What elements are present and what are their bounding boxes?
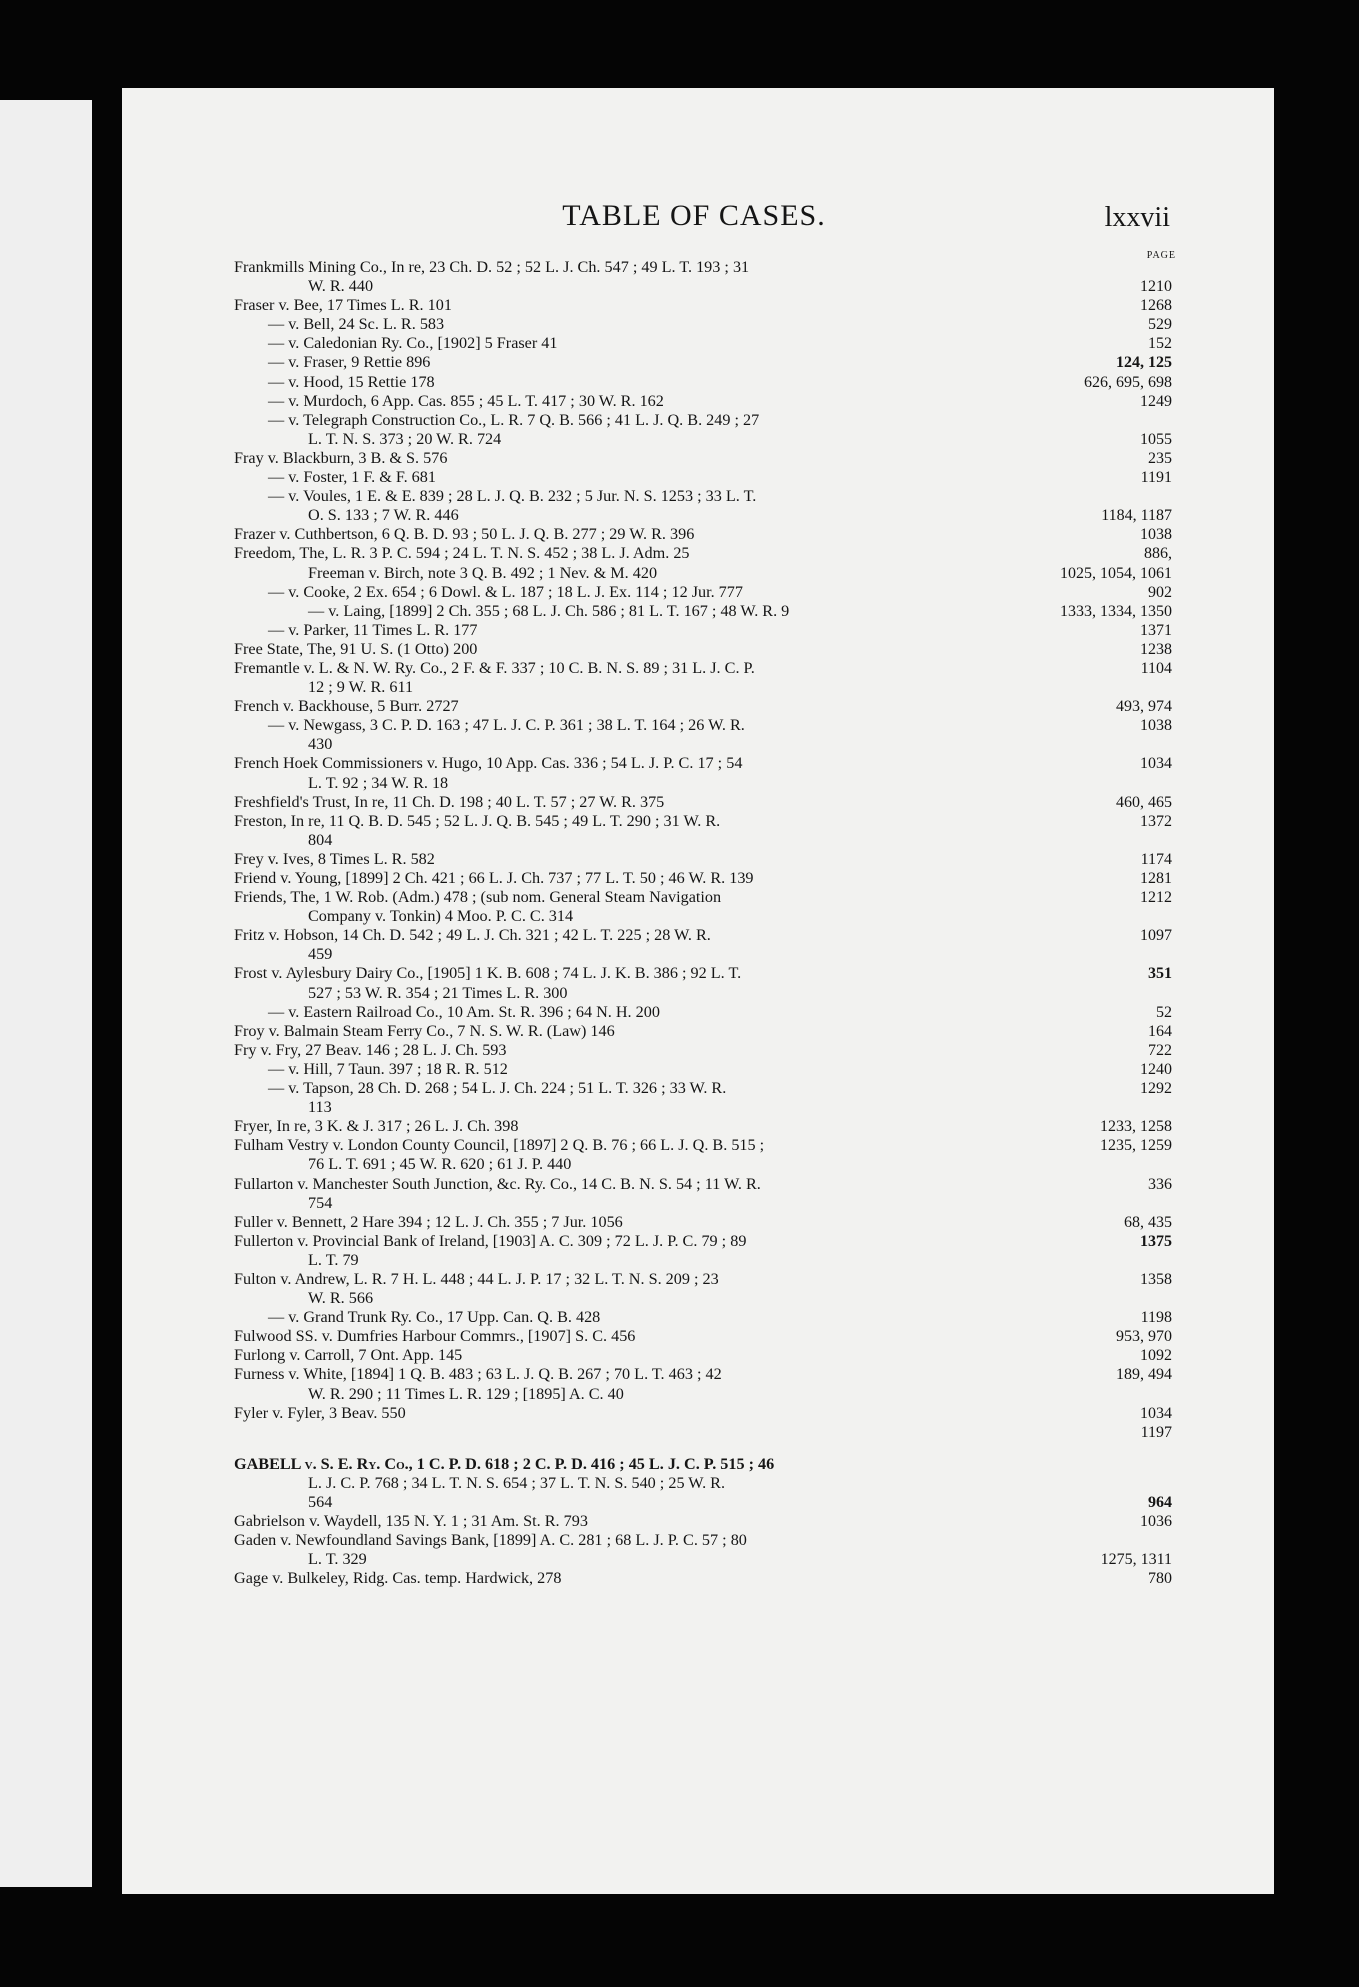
case-citation: GABELL v. S. E. Ry. Co., 1 C. P. D. 618 ; 2 C. P. D. 416 ; 45 L. J. C. P. 515 ; 46 xyxy=(234,1454,775,1473)
case-entry xyxy=(234,372,1172,392)
page-reference: 1097 xyxy=(1140,927,1172,945)
case-entry xyxy=(234,1231,1172,1270)
adjacent-page-sliver xyxy=(0,100,92,1887)
page-reference: 1358 xyxy=(1140,1270,1172,1288)
case-citation: Freedom, The, L. R. 3 P. C. 594 ; 24 L. T. N. S. 452 ; 38 L. J. Adm. 25 xyxy=(234,544,690,563)
page-reference: 1036 xyxy=(1140,1513,1172,1530)
page-reference: 722 xyxy=(1148,1041,1172,1059)
case-entry xyxy=(234,544,1172,563)
page-reference: 336 xyxy=(1148,1175,1172,1193)
case-citation: Frey v. Ives, 8 Times L. R. 582 xyxy=(234,849,435,868)
case-citation: Frazer v. Cuthbertson, 6 Q. B. D. 93 ; 50 L. J. Q. B. 277 ; 29 W. R. 396 xyxy=(234,525,695,544)
case-citation-continued: W. R. 290 ; 11 Times L. R. 129 ; [1895] A. C. 40 xyxy=(308,1384,624,1403)
page-reference: 164 xyxy=(1148,1022,1172,1040)
case-citation: — v. Foster, 1 F. & F. 681 xyxy=(268,468,436,487)
case-citation-continued: W. R. 566 xyxy=(308,1289,374,1308)
case-entry xyxy=(234,468,1172,487)
page-content xyxy=(234,199,1176,1588)
case-citation: Gage v. Bulkeley, Ridg. Cas. temp. Hardwick, 278 xyxy=(234,1569,562,1588)
case-citation-continued: L. T. 329 xyxy=(308,1550,367,1569)
page-column-label: PAGE xyxy=(1146,250,1176,261)
case-entry xyxy=(234,792,1172,812)
case-entry xyxy=(234,487,1172,525)
case-citation: — v. Hood, 15 Rettie 178 xyxy=(268,372,435,391)
page-reference: 235 xyxy=(1148,449,1172,467)
case-entry xyxy=(234,410,1172,449)
page-reference: 1174 xyxy=(1140,850,1172,868)
case-citation: — v. Parker, 11 Times L. R. 177 xyxy=(268,620,478,639)
page-reference: 902 xyxy=(1148,583,1172,601)
case-citation: Freshfield's Trust, In re, 11 Ch. D. 198 ; 40 L. T. 57 ; 27 W. R. 375 xyxy=(234,792,665,811)
page-reference: 1333, 1334, 1350 xyxy=(1060,602,1172,620)
case-citation: Fyler v. Fyler, 3 Beav. 550 xyxy=(234,1403,406,1422)
case-citation: Gaden v. Newfoundland Savings Bank, [1899] A. C. 281 ; 68 L. J. P. C. 57 ; 80 xyxy=(234,1531,747,1550)
case-citation: Furlong v. Carroll, 7 Ont. App. 145 xyxy=(234,1346,463,1365)
case-citation-continued: O. S. 133 ; 7 W. R. 446 xyxy=(308,506,459,525)
case-entry xyxy=(234,1040,1172,1060)
case-citation: Fullarton v. Manchester South Junction, &c. Ry. Co., 14 C. B. N. S. 54 ; 11 W. R. xyxy=(234,1174,761,1193)
page-reference: 1238 xyxy=(1140,640,1172,658)
case-citation-continued: L. T. 92 ; 34 W. R. 18 xyxy=(308,773,449,792)
page-reference: 1191 xyxy=(1140,469,1172,487)
case-entry xyxy=(234,1021,1172,1041)
case-citation-continued: 804 xyxy=(308,830,333,849)
case-entry xyxy=(234,754,1172,792)
case-citation-continued: — v. Laing, [1899] 2 Ch. 355 ; 68 L. J. Ch. 586 ; 81 L. T. 167 ; 48 W. R. 9 xyxy=(308,601,790,620)
case-entry xyxy=(234,964,1172,1002)
page-reference: 152 xyxy=(1148,335,1172,353)
case-entry xyxy=(234,1327,1172,1346)
page-reference: 886, xyxy=(1144,545,1172,563)
case-entry xyxy=(234,620,1172,640)
case-citation-continued: 527 ; 53 W. R. 354 ; 21 Times L. R. 300 xyxy=(308,983,568,1002)
page-reference: 1212 xyxy=(1140,889,1172,907)
case-entry xyxy=(234,582,1172,602)
case-citation: Fryer, In re, 3 K. & J. 317 ; 26 L. J. Ch. 398 xyxy=(234,1117,519,1136)
page-reference: 68, 435 xyxy=(1124,1213,1172,1231)
case-entry xyxy=(234,1002,1172,1022)
case-entry xyxy=(234,1079,1172,1117)
case-citation: — v. Grand Trunk Ry. Co., 17 Upp. Can. Q. B. 428 xyxy=(268,1308,601,1327)
case-citation: — v. Eastern Railroad Co., 10 Am. St. R. 396 ; 64 N. H. 200 xyxy=(268,1002,660,1021)
case-citation: Fritz v. Hobson, 14 Ch. D. 542 ; 49 L. J. Ch. 321 ; 42 L. T. 225 ; 28 W. R. xyxy=(234,926,711,945)
page-reference: 1038 xyxy=(1140,526,1172,544)
page-reference: 1184, 1187 xyxy=(1101,507,1172,525)
page-reference: 1249 xyxy=(1140,392,1172,410)
case-citation-continued: 76 L. T. 691 ; 45 W. R. 620 ; 61 J. P. 440 xyxy=(308,1155,572,1174)
case-entries xyxy=(234,258,1172,1588)
case-entry xyxy=(234,1117,1172,1136)
page-reference: 626, 695, 698 xyxy=(1084,373,1172,391)
page-title: TABLE OF CASES. xyxy=(562,199,826,232)
case-entry xyxy=(234,639,1172,659)
page-reference: 1198 xyxy=(1140,1309,1172,1327)
case-citation-continued: 754 xyxy=(308,1193,333,1212)
case-citation: — v. Voules, 1 E. & E. 839 ; 28 L. J. Q. B. 232 ; 5 Jur. N. S. 1253 ; 33 L. T. xyxy=(268,487,757,506)
case-citation-continued: L. J. C. P. 768 ; 34 L. T. N. S. 654 ; 37 L. T. N. S. 540 ; 25 W. R. xyxy=(308,1473,726,1492)
page-reference: 1275, 1311 xyxy=(1100,1551,1172,1569)
case-entry xyxy=(234,1346,1172,1365)
case-entry xyxy=(234,1174,1172,1213)
case-entry xyxy=(234,849,1172,869)
page-reference: 52 xyxy=(1156,1003,1172,1021)
page-reference: 1210 xyxy=(1140,278,1172,295)
case-citation: Freston, In re, 11 Q. B. D. 545 ; 52 L. J. Q. B. 545 ; 49 L. T. 290 ; 31 W. R. xyxy=(234,811,721,830)
case-entry xyxy=(234,926,1172,964)
page-number: lxxvii xyxy=(1104,202,1170,233)
page-reference: 189, 494 xyxy=(1116,1366,1172,1384)
case-citation-continued: 12 ; 9 W. R. 611 xyxy=(308,678,414,697)
case-citation: — v. Murdoch, 6 App. Cas. 855 ; 45 L. T. 417 ; 30 W. R. 162 xyxy=(268,391,664,410)
case-citation: Fulham Vestry v. London County Council, [1897] 2 Q. B. 76 ; 66 L. J. Q. B. 515 ; xyxy=(234,1136,765,1155)
case-entry xyxy=(234,1059,1172,1079)
case-citation: Friend v. Young, [1899] 2 Ch. 421 ; 66 L. J. Ch. 737 ; 77 L. T. 50 ; 46 W. R. 139 xyxy=(234,869,754,887)
case-entry xyxy=(234,1269,1172,1308)
case-entry xyxy=(234,1136,1172,1174)
case-citation: Froy v. Balmain Steam Ferry Co., 7 N. S. W. R. (Law) 146 xyxy=(234,1021,615,1040)
case-citation: Fry v. Fry, 27 Beav. 146 ; 28 L. J. Ch. 593 xyxy=(234,1040,507,1059)
case-entry xyxy=(234,1569,1172,1588)
page-reference: 460, 465 xyxy=(1116,793,1172,811)
case-citation: Fray v. Blackburn, 3 B. & S. 576 xyxy=(234,448,448,467)
case-citation: — v. Fraser, 9 Rettie 896 xyxy=(268,353,431,372)
page-reference: 1281 xyxy=(1140,870,1172,887)
case-citation: — v. Newgass, 3 C. P. D. 163 ; 47 L. J. C. P. 361 ; 38 L. T. 164 ; 26 W. R. xyxy=(268,716,745,735)
case-entry xyxy=(234,888,1172,926)
page-reference: 351 xyxy=(1148,965,1172,983)
case-citation: — v. Bell, 24 Sc. L. R. 583 xyxy=(268,315,445,334)
page-reference: 1025, 1054, 1061 xyxy=(1060,564,1172,582)
case-citation: Frankmills Mining Co., In re, 23 Ch. D. 52 ; 52 L. J. Ch. 547 ; 49 L. T. 193 ; 31 xyxy=(234,258,750,276)
case-citation-continued: 113 xyxy=(308,1098,332,1117)
page-reference: 1375 xyxy=(1140,1232,1172,1250)
case-entry xyxy=(234,563,1172,583)
case-entry xyxy=(234,258,1172,296)
page-header xyxy=(234,199,1170,246)
case-entry xyxy=(234,1212,1172,1232)
page-reference: 493, 974 xyxy=(1116,698,1172,716)
page-reference: 1038 xyxy=(1140,717,1172,735)
case-citation: Friends, The, 1 W. Rob. (Adm.) 478 ; (sub nom. General Steam Navigation xyxy=(234,888,722,907)
case-citation-continued: Freeman v. Birch, note 3 Q. B. 492 ; 1 Nev. & M. 420 xyxy=(308,563,658,582)
case-entry xyxy=(234,315,1172,334)
case-citation-continued: L. T. 79 xyxy=(308,1250,359,1269)
case-entry xyxy=(234,353,1172,372)
page-reference: 1197 xyxy=(1140,1423,1172,1441)
case-entry xyxy=(234,1512,1172,1531)
page-reference: 1235, 1259 xyxy=(1100,1137,1172,1155)
case-citation-continued: 459 xyxy=(308,945,333,964)
case-citation: Frost v. Aylesbury Dairy Co., [1905] 1 K. B. 608 ; 74 L. J. K. B. 386 ; 92 L. T. xyxy=(234,964,742,983)
case-citation: Gabrielson v. Waydell, 135 N. Y. 1 ; 31 Am. St. R. 793 xyxy=(234,1512,588,1530)
case-citation-continued: W. R. 440 xyxy=(308,277,374,296)
page-reference: 1268 xyxy=(1140,297,1172,315)
page-reference: 1104 xyxy=(1140,659,1172,677)
page-reference: 1240 xyxy=(1140,1060,1172,1078)
case-citation: French Hoek Commissioners v. Hugo, 10 App. Cas. 336 ; 54 L. J. P. C. 17 ; 54 xyxy=(234,754,743,773)
case-citation: — v. Hill, 7 Taun. 397 ; 18 R. R. 512 xyxy=(268,1059,508,1078)
case-citation: — v. Tapson, 28 Ch. D. 268 ; 54 L. J. Ch. 224 ; 51 L. T. 326 ; 33 W. R. xyxy=(268,1079,727,1098)
case-entry xyxy=(234,391,1172,411)
case-citation: Fulton v. Andrew, L. R. 7 H. L. 448 ; 44 L. J. P. 17 ; 32 L. T. N. S. 209 ; 23 xyxy=(234,1269,719,1288)
case-citation: Free State, The, 91 U. S. (1 Otto) 200 xyxy=(234,639,478,658)
case-entry xyxy=(234,448,1172,468)
page-reference: 1233, 1258 xyxy=(1100,1118,1172,1136)
page-reference: 1372 xyxy=(1140,812,1172,830)
page-reference: 953, 970 xyxy=(1116,1328,1172,1346)
case-citation: — v. Telegraph Construction Co., L. R. 7 Q. B. 566 ; 41 L. J. Q. B. 249 ; 27 xyxy=(268,410,760,429)
case-entry xyxy=(234,1531,1172,1569)
document-page xyxy=(122,88,1274,1894)
section-gap xyxy=(234,1423,1154,1455)
case-entry xyxy=(234,716,1172,754)
case-entry xyxy=(234,296,1172,315)
page-reference: 1371 xyxy=(1140,621,1172,639)
case-citation: Fulwood SS. v. Dumfries Harbour Commrs., [1907] S. C. 456 xyxy=(234,1327,636,1346)
case-entry xyxy=(234,1365,1172,1403)
case-citation: Fremantle v. L. & N. W. Ry. Co., 2 F. & F. 337 ; 10 C. B. N. S. 89 ; 31 L. J. C. P. xyxy=(234,658,755,677)
case-citation: French v. Backhouse, 5 Burr. 2727 xyxy=(234,697,459,716)
case-entry xyxy=(234,334,1172,353)
case-entry xyxy=(234,869,1172,888)
case-citation: — v. Caledonian Ry. Co., [1902] 5 Fraser 41 xyxy=(268,334,558,353)
page-reference: 1034 xyxy=(1140,1404,1172,1422)
case-entry xyxy=(234,525,1172,544)
case-citation: Fuller v. Bennett, 2 Hare 394 ; 12 L. J. Ch. 355 ; 7 Jur. 1056 xyxy=(234,1212,623,1231)
case-citation-continued: 564 xyxy=(308,1492,333,1511)
page-reference: 1034 xyxy=(1140,755,1172,773)
page-reference: 529 xyxy=(1148,316,1172,334)
case-entry xyxy=(234,1308,1172,1327)
page-reference: 1055 xyxy=(1140,430,1172,448)
case-citation: — v. Cooke, 2 Ex. 654 ; 6 Dowl. & L. 187 ; 18 L. J. Ex. 114 ; 12 Jur. 777 xyxy=(268,582,743,601)
page-reference: 124, 125 xyxy=(1116,354,1172,372)
case-citation-continued: 430 xyxy=(308,735,333,754)
case-entry xyxy=(234,601,1172,621)
case-entry xyxy=(234,1454,1172,1512)
page-reference: 780 xyxy=(1148,1570,1172,1588)
case-citation-continued: L. T. N. S. 373 ; 20 W. R. 724 xyxy=(308,429,502,448)
case-entry xyxy=(234,697,1172,716)
page-reference: 964 xyxy=(1148,1493,1172,1511)
case-entry xyxy=(234,811,1172,850)
page-reference: 1292 xyxy=(1140,1080,1172,1098)
case-citation: Furness v. White, [1894] 1 Q. B. 483 ; 63 L. J. Q. B. 267 ; 70 L. T. 463 ; 42 xyxy=(234,1365,722,1384)
case-citation-continued: Company v. Tonkin) 4 Moo. P. C. C. 314 xyxy=(308,907,574,926)
case-entry xyxy=(234,1403,1172,1423)
case-entry xyxy=(234,658,1172,697)
case-citation: Fullerton v. Provincial Bank of Ireland, [1903] A. C. 309 ; 72 L. J. P. C. 79 ; 89 xyxy=(234,1231,747,1250)
case-citation: Fraser v. Bee, 17 Times L. R. 101 xyxy=(234,296,452,315)
page-reference: 1092 xyxy=(1140,1347,1172,1365)
